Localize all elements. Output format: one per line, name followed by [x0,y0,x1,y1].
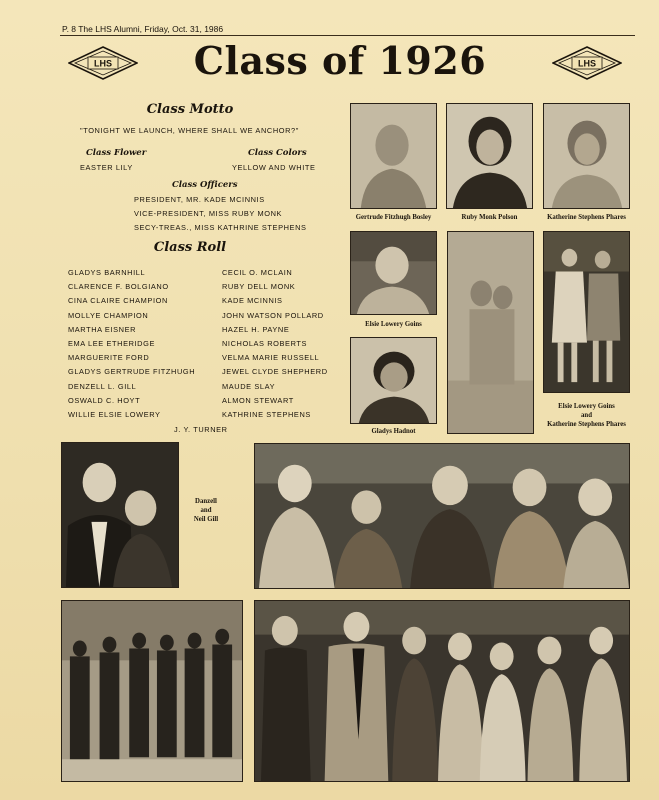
group-photo-reunion-crowd [254,600,630,782]
roll-name: OSWALD C. HOYT [68,395,141,405]
roll-name: HAZEL H. PAYNE [222,324,290,334]
photo-elsie-and-katherine [543,231,630,393]
roll-name: GLADYS BARNHILL [68,268,146,277]
roll-name: JOHN WATSON POLLARD [222,310,324,320]
officers-heading: Class Officers [172,180,238,190]
roll-name: MOLLYE CHAMPION [68,310,149,320]
roll-name: NICHOLAS ROBERTS [222,338,308,348]
portrait-photo-gertrude [350,103,437,209]
roll-name: MARTHA EISNER [68,324,137,334]
roll-column-left [68,268,195,424]
caption-gertrude: Gertrude Fitzhugh Bosley [355,214,432,221]
photo-gill-couple [61,442,179,588]
roll-name: JEWEL CLYDE SHEPHERD [222,367,328,377]
flower-heading: Class Flower [86,148,147,158]
caption-gladys: Gladys Hadnot [371,428,416,435]
portrait-photo-gladys [350,337,437,424]
page-title: Class of 1926 [193,38,487,83]
roll-name: MARGUERITE FORD [68,353,150,363]
officer-vice-president: VICE-PRESIDENT, MISS RUBY MONK [134,209,283,218]
motto-text: "TONIGHT WE LAUNCH, WHERE SHALL WE ANCHOR?" [80,126,299,135]
colors-value: YELLOW AND WHITE [232,163,316,172]
portrait-photo-katherine [543,103,630,209]
logo-text: LHS [578,58,596,69]
caption-elsie: Elsie Lowery Goins [365,321,422,328]
colors-heading: Class Colors [248,148,307,158]
caption-elsie-katherine-line2: and [581,412,592,419]
roll-name: VELMA MARIE RUSSELL [222,353,320,363]
roll-name: MAUDE SLAY [222,381,276,391]
logo-text: LHS [94,58,112,69]
caption-katherine: Katherine Stephens Phares [547,214,626,221]
roll-column-right [222,268,328,424]
caption-gill-line3: Neil Gill [193,516,219,523]
caption-elsie-katherine-line3: Katherine Stephens Phares [547,421,626,428]
roll-name-last: J. Y. TURNER [174,425,228,434]
roll-name: CLARENCE F. BOLGIANO [68,282,169,292]
caption-ruby: Ruby Monk Polson [461,214,518,221]
flower-value: EASTER LILY [80,163,133,172]
faded-photo-center [447,231,534,434]
roll-name: DENZELL L. GILL [68,381,137,391]
portrait-photo-elsie [350,231,437,315]
roll-name: CINA CLAIRE CHAMPION [68,296,168,306]
roll-name: RUBY DELL MONK [222,282,296,292]
group-photo-five-women [254,443,630,589]
motto-heading: Class Motto [146,102,234,117]
header-rule [60,35,635,36]
lhs-diamond-logo-right [552,46,622,80]
roll-name: WILLIE ELSIE LOWERY [68,409,161,419]
officer-secretary-treasurer: SECY-TREAS., MISS KATHRINE STEPHENS [134,223,307,232]
caption-gill-line2: and [200,507,212,514]
roll-name: KATHRINE STEPHENS [222,409,311,419]
roll-name: EMA LEE ETHERIDGE [68,338,155,348]
officer-president: PRESIDENT, MR. KADE MCINNIS [134,195,265,204]
roll-name: CECIL O. MCLAIN [222,268,293,277]
roll-name: GLADYS GERTRUDE FITZHUGH [68,367,196,377]
portrait-photo-ruby [446,103,533,209]
caption-elsie-katherine-line1: Elsie Lowery Goins [558,403,615,410]
roll-name: KADE MCINNIS [222,296,283,306]
group-photo-reunion-hall [61,600,243,782]
page-folio: P. 8 The LHS Alumni, Friday, Oct. 31, 1986 [62,24,224,34]
lhs-diamond-logo-left [68,46,138,80]
roll-heading: Class Roll [153,240,227,255]
roll-name: ALMON STEWART [222,395,294,405]
caption-gill-line1: Danzell [195,498,217,505]
